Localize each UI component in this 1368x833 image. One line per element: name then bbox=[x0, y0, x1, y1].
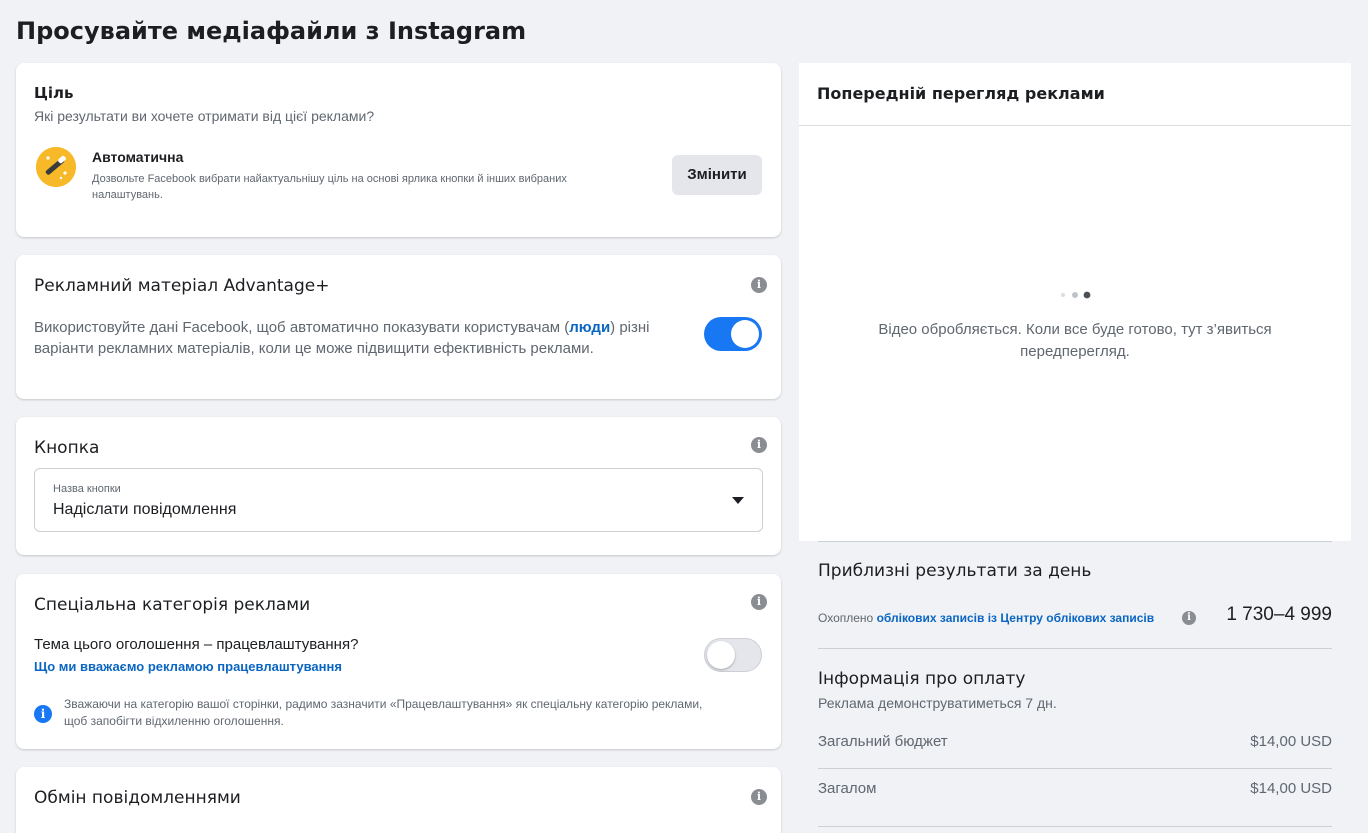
employment-toggle[interactable] bbox=[704, 638, 762, 672]
select-value: Надіслати повідомлення bbox=[53, 501, 237, 518]
employment-question: Тема цього оголошення – працевлаштування? bbox=[34, 636, 359, 653]
special-category-card bbox=[16, 574, 781, 749]
total-value: $14,00 USD bbox=[1250, 780, 1332, 797]
employment-info-link[interactable]: Що ми вважаємо рекламою працевлаштування bbox=[34, 659, 342, 674]
accounts-center-link[interactable]: облікових записів із Центру облікових записів bbox=[876, 611, 1155, 625]
goal-subtitle: Які результати ви хочете отримати від цієї реклами? bbox=[34, 108, 375, 124]
reach-row bbox=[818, 604, 1332, 644]
page-title: Просувайте медіафайли з Instagram bbox=[16, 17, 527, 45]
divider bbox=[818, 826, 1332, 827]
divider bbox=[818, 768, 1332, 769]
goal-option-desc: Дозвольте Facebook вибрати найактуальнішу ціль на основі ярлика кнопки й інших вибраних налаштувань. bbox=[92, 173, 567, 201]
info-icon[interactable]: i bbox=[751, 789, 767, 805]
budget-row bbox=[818, 733, 1332, 755]
button-section-title: Кнопка bbox=[34, 438, 100, 458]
select-label: Назва кнопки bbox=[53, 483, 121, 495]
people-link[interactable]: люди bbox=[569, 319, 611, 336]
advantage-card bbox=[16, 255, 781, 399]
button-name-select[interactable] bbox=[34, 468, 763, 532]
budget-value: $14,00 USD bbox=[1250, 733, 1332, 750]
button-card bbox=[16, 417, 781, 555]
reach-prefix: Охоплено bbox=[818, 611, 874, 625]
budget-label: Загальний бюджет bbox=[818, 733, 948, 750]
total-label: Загалом bbox=[818, 780, 877, 797]
magic-wand-icon bbox=[36, 147, 76, 187]
change-goal-button[interactable]: Змінити bbox=[672, 155, 762, 195]
preview-processing-text: Відео обробляється. Коли все буде готово, тут з’явиться передперегляд. bbox=[878, 321, 1272, 360]
advantage-toggle[interactable] bbox=[704, 317, 762, 351]
category-notice: Зважаючи на категорію вашої сторінки, радимо зазначити «Працевлаштування» як спеціальну категорію реклами, щоб запобігти відхиленню оголошення. bbox=[64, 697, 703, 728]
reach-label bbox=[818, 610, 1168, 626]
info-icon[interactable]: i bbox=[751, 277, 767, 293]
advantage-description: Використовуйте дані Facebook, щоб автоматично показувати користувачам (люди) різні варіанти рекламних матеріалів, коли це може підвищити ефективність реклами. bbox=[34, 319, 650, 357]
divider bbox=[818, 648, 1332, 649]
toggle-knob bbox=[731, 320, 759, 348]
info-icon[interactable]: i bbox=[1182, 611, 1196, 625]
payment-duration: Реклама демонструватиметься 7 дн. bbox=[818, 695, 1057, 711]
messaging-card bbox=[16, 767, 781, 833]
goal-option-title: Автоматична bbox=[92, 149, 184, 165]
info-icon[interactable]: i bbox=[751, 437, 767, 453]
messaging-title: Обмін повідомленнями bbox=[34, 788, 241, 808]
reach-value: 1 730–4 999 bbox=[1226, 604, 1332, 625]
daily-results-title: Приблизні результати за день bbox=[818, 561, 1092, 581]
advantage-title: Рекламний матеріал Advantage+ bbox=[34, 276, 330, 296]
goal-title: Ціль bbox=[34, 84, 74, 102]
info-icon[interactable]: i bbox=[751, 594, 767, 610]
info-icon: i bbox=[34, 705, 52, 723]
special-category-title: Спеціальна категорія реклами bbox=[34, 595, 311, 615]
payment-title: Інформація про оплату bbox=[818, 669, 1026, 689]
goal-card bbox=[16, 63, 781, 237]
ad-preview-panel bbox=[799, 63, 1351, 541]
caret-down-icon bbox=[732, 497, 744, 504]
divider bbox=[818, 541, 1332, 542]
total-row bbox=[818, 780, 1332, 802]
toggle-knob bbox=[707, 641, 735, 669]
preview-title: Попередній перегляд реклами bbox=[799, 63, 1351, 126]
loading-dots-icon bbox=[1057, 287, 1097, 297]
